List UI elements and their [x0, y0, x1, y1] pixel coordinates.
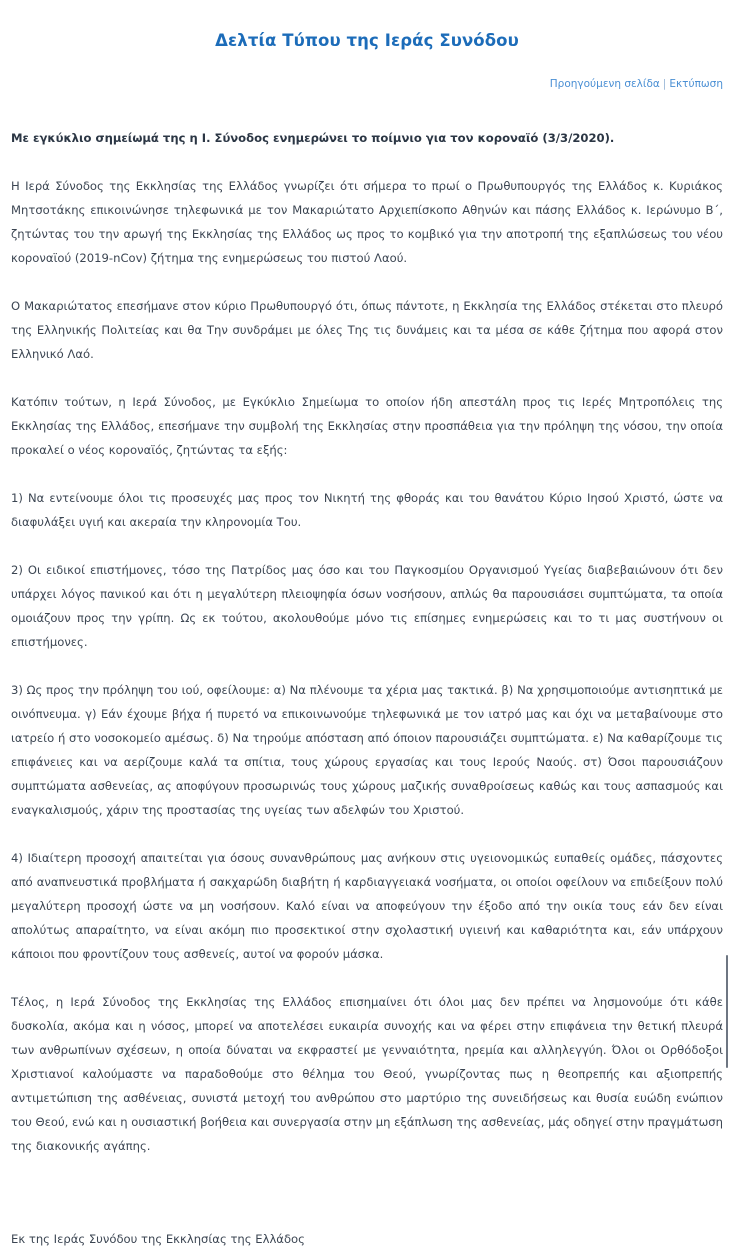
article-list-item-1: 1) Να εντείνουμε όλοι τις προσευχές μας προς τον Νικητή της φθοράς και του θανάτου Κύριο Ιησού Χριστό, ώστε να διαφυλάξει υγιή και ακεραία την κληρονομία Του. — [11, 491, 723, 529]
page-scrollbar[interactable] — [722, 0, 734, 1108]
article-paragraph-3: Κατόπιν τούτων, η Ιερά Σύνοδος, με Εγκύκλιο Σημείωμα το οποίον ήδη απεστάλη προς τις Ιερές Μητροπόλεις της Εκκλησίας της Ελλάδος, επεσήμανε την συμβολή της Εκκλησίας στην προσπάθεια για την πρόληψη της νόσου, την οποία προκαλεί ο νέος κοροναϊός, ζητώντας τα εξής: — [11, 395, 723, 457]
article-list-item-4: 4) Ιδιαίτερη προσοχή απαιτείται για όσους συνανθρώπους μας ανήκουν στις υγειονομικώς ευπαθείς ομάδες, πάσχοντες από αναπνευστικά προβλήματα ή σακχαρώδη διαβήτη ή καρδιαγγειακά νοσήματα, οι οποίοι οφείλουν να επιδείξουν πολύ μεγαλύτερη προσοχή ώστε να μη νοσήσουν. Καλό είναι να αποφεύγουν την έξοδο από την οικία τους εάν δεν είναι απολύτως απαραίτητο, να είναι ακόμη πιο προσεκτικοί στην σχολαστική υγιεινή και καθαριότητα και, εάν υπάρχουν κάποιοι που φροντίζουν τους ασθενείς, αυτοί να φορούν μάσκα. — [11, 851, 723, 961]
article-lead-paragraph: Με εγκύκλιο σημείωμά της η Ι. Σύνοδος ενημερώνει το ποίμνιο για τον κοροναϊό (3/3/2020). — [11, 131, 615, 145]
article-signature: Εκ της Ιεράς Συνόδου της Εκκλησίας της Ελλάδος — [11, 1232, 305, 1246]
article-paragraph-2: Ο Μακαριώτατος επεσήμανε στον κύριο Πρωθυπουργό ότι, όπως πάντοτε, η Εκκλησία της Ελλάδος στέκεται στο πλευρό της Ελληνικής Πολιτείας και θα Την συνδράμει με όλες Της τις δυνάμεις και τα μέσα σε κάθε ζήτημα που αφορά στον Ελληνικό Λαό. — [11, 299, 723, 361]
link-separator: | — [662, 78, 667, 90]
previous-page-link[interactable]: Προηγούμενη σελίδα — [549, 78, 660, 90]
scrollbar-thumb[interactable] — [726, 955, 728, 1068]
article-closing-paragraph: Τέλος, η Ιερά Σύνοδος της Εκκλησίας της Ελλάδος επισημαίνει ότι όλοι μας δεν πρέπει να λησμονούμε ότι κάθε δυσκολία, ακόμα και η νόσος, μπορεί να αποτελέσει ευκαιρία συνοχής και να φέρει στην επιφάνεια την θετική πλευρά των ανθρωπίνων σχέσεων, η οποία δύναται να εκφραστεί με γενναιότητα, ηρεμία και αλληλεγγύη. Όλοι οι Ορθόδοξοι Χριστιανοί καλούμαστε να παραδοθούμε στο θέλημα του Θεού, γνωρίζοντας πως η θεοπρεπής και αξιοπρεπής αντιμετώπιση της ασθένειας, συνιστά μετοχή του ανθρώπου στο μαρτύριο της συνειδήσεως και θυσία ευώδη ενώπιον του Θεού, ενώ και η ουσιαστική βοήθεια και συνεργασία στην μη εξάπλωση της ασθενείας, μάς οδηγεί στην πραγμάτωση της διακονικής αγάπης. — [11, 995, 723, 1153]
utility-link-row — [0, 51, 734, 91]
article-body — [0, 126, 734, 1251]
article-list-item-2: 2) Οι ειδικοί επιστήμονες, τόσο της Πατρίδος μας όσο και του Παγκοσμίου Οργανισμού Υγείας διαβεβαιώνουν ότι δεν υπάρχει λόγος πανικού και ότι η μεγαλύτερη πλειοψηφία όσων νοσήσουν, απλώς θα παρουσιάσει συμπτώματα, τα οποία ομοιάζουν προς την γρίπη. Ως εκ τούτου, ακολουθούμε μόνο τις επίσημες ενημερώσεις και το τι μας συστήνουν οι επιστήμονες. — [11, 563, 723, 649]
page-title: Δελτία Τύπου της Ιεράς Συνόδου — [215, 31, 519, 50]
signature-spacer — [11, 1182, 723, 1204]
article-paragraph-1: Η Ιερά Σύνοδος της Εκκλησίας της Ελλάδος γνωρίζει ότι σήμερα το πρωί ο Πρωθυπουργός της Ελλάδος κ. Κυριάκος Μητσοτάκης επικοινώνησε τηλεφωνικά με τον Μακαριώτατο Αρχιεπίσκοπο Αθηνών και πάσης Ελλάδος κ. Ιερώνυμο Β΄, ζητώντας του την αρωγή της Εκκλησίας της Ελλάδος ως προς το κομβικό για την αποτροπή της εξαπλώσεως του νέου κοροναϊού (2019-nCov) ζήτημα της ενημερώσεως του πιστού Λαού. — [11, 179, 723, 265]
article-list-item-3: 3) Ως προς την πρόληψη του ιού, οφείλουμε: α) Να πλένουμε τα χέρια μας τακτικά. β) Να χρησιμοποιούμε αντισηπτικά με οινόπνευμα. γ) Εάν έχουμε βήχα ή πυρετό να επικοινωνούμε τηλεφωνικά με τον ιατρό μας και όχι να μεταβαίνουμε στο ιατρείο ή στο νοσοκομείο αμέσως. δ) Να τηρούμε απόσταση από όποιον παρουσιάζει συμπτώματα. ε) Να καθαρίζουμε τις επιφάνειες και να αερίζουμε καλά τα σπίτια, τους χώρους εργασίας και τους Ιερούς Ναούς. στ) Όσοι παρουσιάζουν συμπτώματα ασθενείας, ας αποφύγουν προσωρινώς τους χώρους μαζικής συναθροίσεως καθώς και τους ασπασμούς και εναγκαλισμούς, χάριν της προστασίας της υγείας των αδελφών του Χριστού. — [11, 683, 723, 817]
print-link[interactable]: Εκτύπωση — [669, 78, 723, 90]
